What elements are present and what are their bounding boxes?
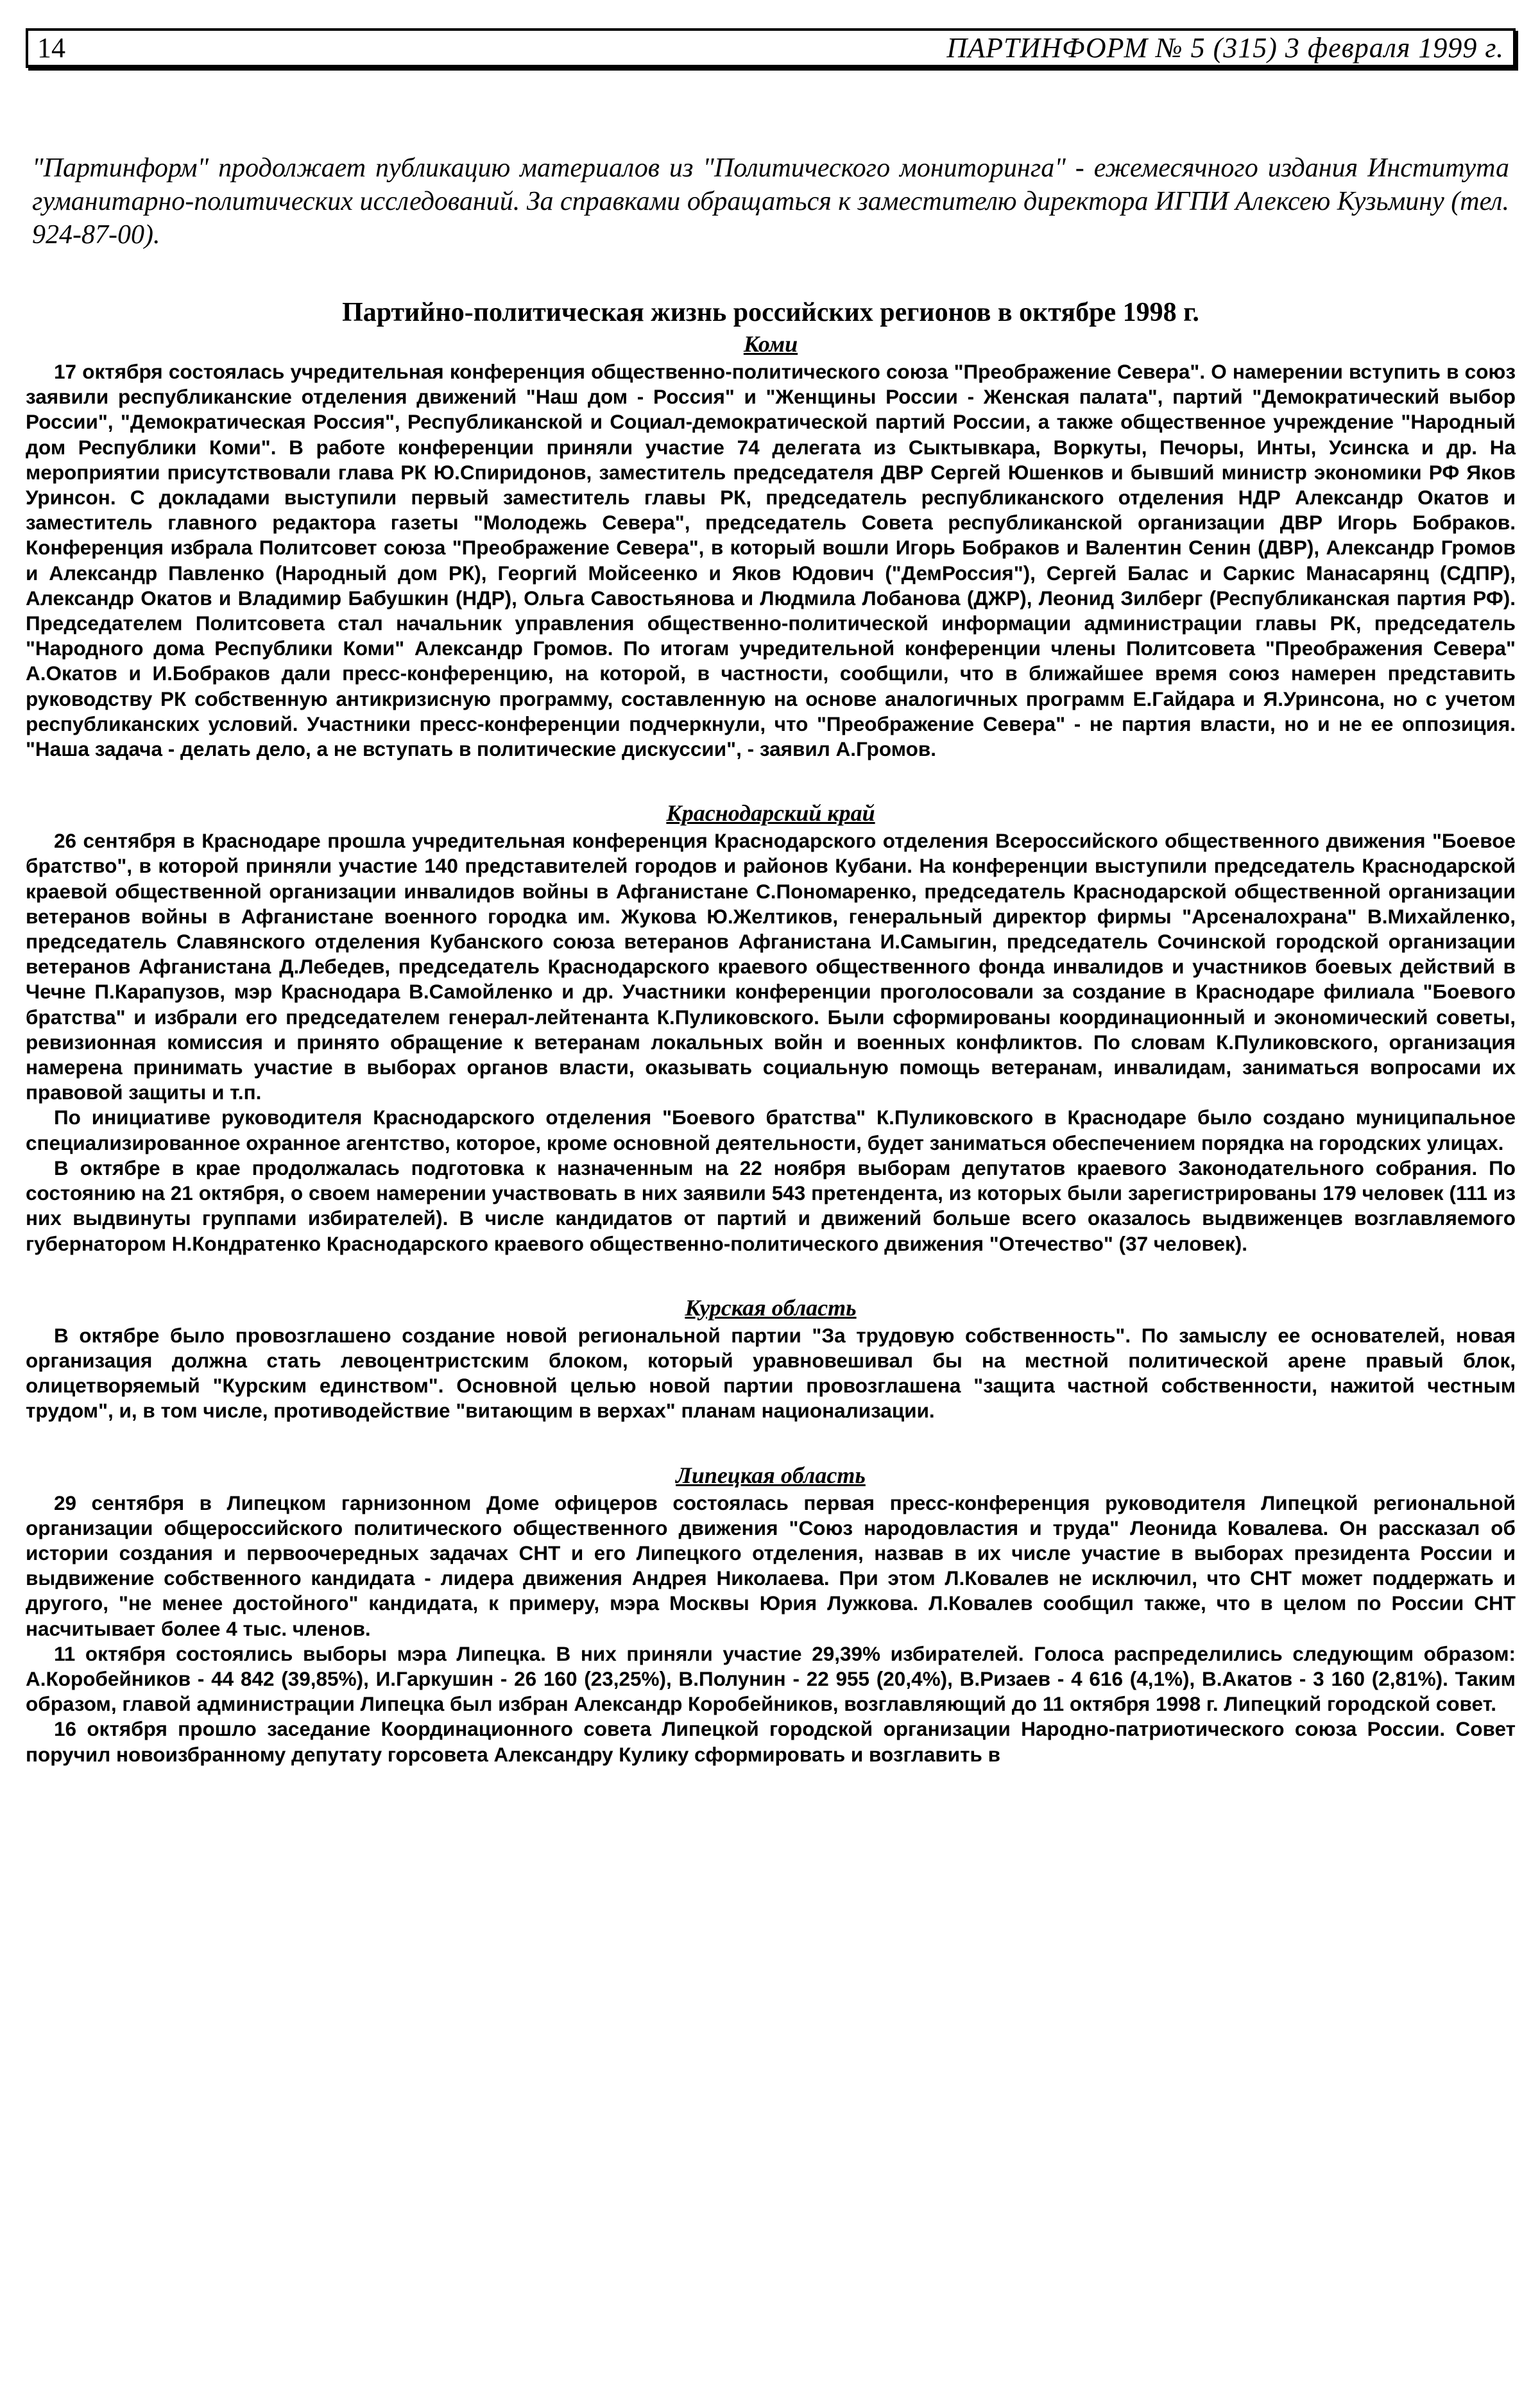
paragraph: 16 октября прошло заседание Координационного совета Липецкой городской организации Народно-патриотического союза России. Совет поручил новоизбранному депутату горсовета Александру Кулику сформировать и возглавить в xyxy=(26,1717,1516,1766)
region-heading-komi: Коми xyxy=(743,331,798,357)
paragraph: В октябре было провозглашено создание новой региональной партии "За трудовую собственность". По замыслу ее основателей, новая организация должна стать левоцентристским блоком, который уравновешивал бы на местной политической арене правый блок, олицетворяемый "Курским единством". Основной целью новой партии провозглашена "защита частной собственности, нажитой честным трудом", и, в том числе, противодействие "витающим в верхах" планам национализации. xyxy=(26,1323,1516,1423)
region-heading-krasnodar: Краснодарский край xyxy=(666,800,875,827)
paragraph: 17 октября состоялась учредительная конференция общественно-политического союза "Преображение Севера". О намерении вступить в союз заявили республиканские отделения движений "Наш дом - Россия" и "Женщины России - Женская палата", партий "Демократический выбор России", "Демократическая Россия", Республиканской и Социал-демократической партий России, а также общественное учреждение "Народный дом Республики Коми". В работе конференции приняли участие 74 делегата из Сыктывкара, Воркуты, Печоры, Инты, Усинска и др. На мероприятии присутствовали глава РК Ю.Спиридонов, заместитель председателя ДВР Сергей Юшенков и бывший министр экономики РФ Яков Уринсон. С докладами выступили первый заместитель главы РК, председатель республиканского отделения НДР Александр Окатов и заместитель главного редактора газеты "Молодежь Севера", председатель Совета республиканской организации ДВР Игорь Бобраков. Конференция избрала Политсовет союза "Преображение Севера", в который вошли Игорь Бобраков и Валентин Сенин (ДВР), Александр Громов и Александр Павленко (Народный дом РК), Георгий Мойсеенко и Яков Юдович ("ДемРоссия"), Сергей Балас и Саркис Манасарянц (СДПР), Александр Окатов и Владимир Бабушкин (НДР), Ольга Савостьянова и Людмила Лобанова (ДЖР), Леонид Зилберг (Республиканская партия РФ). Председателем Политсовета стал начальник управления общественно-политической информации администрации главы РК, председатель "Народного дома Республики Коми" Александр Громов. По итогам учредительной конференции члены Политсовета "Преображения Севера" А.Окатов и И.Бобраков дали пресс-конференцию, на которой, в частности, сообщили, что в ближайшее время союз намерен представить руководству РК собственную антикризисную программу, составленную на основе аналогичных программ Е.Гайдара и Я.Уринсона, но с учетом республиканских условий. Участники пресс-конференции подчеркнули, что "Преображение Севера" - не партия власти, но и не ее оппозиция. "Наша задача - делать дело, а не вступать в политические дискуссии", - заявил А.Громов. xyxy=(26,360,1516,761)
paragraph: По инициативе руководителя Краснодарского отделения "Боевого братства" К.Пуликовского в Краснодаре было создано муниципальное специализированное охранное агентство, которое, кроме основной деятельности, будет заниматься обеспечением порядка на городских улицах. xyxy=(26,1106,1516,1154)
region-heading-kursk: Курская область xyxy=(685,1294,857,1321)
section-kursk xyxy=(26,1295,1516,1424)
publication-title: ПАРТИНФОРМ № 5 (315) 3 февраля 1999 г. xyxy=(946,32,1504,64)
section-krasnodar xyxy=(26,800,1516,1256)
paragraph: 29 сентября в Липецком гарнизонном Доме офицеров состоялась первая пресс-конференция руководителя Липецкой региональной организации общероссийского политического общественного движения "Союз народовластия и труда" Леонида Ковалева. Он рассказал об истории создания и первоочередных задачах СНТ и его Липецкого отделения, назвав в их числе участие в выборах президента России и выдвижение собственного кандидата - лидера движения Андрея Николаева. При этом Л.Ковалев не исключил, что СНТ может поддержать и другого, "не менее достойного" кандидата, к примеру, мэра Москвы Юрия Лужкова. Л.Ковалев сообщил также, что в целом по России СНТ насчитывает более 4 тыс. членов. xyxy=(26,1491,1516,1640)
page-number: 14 xyxy=(37,32,65,64)
paragraph: 11 октября состоялись выборы мэра Липецка. В них приняли участие 29,39% избирателей. Голоса распределились следующим образом: А.Коробейников - 44 842 (39,85%), И.Гаркушин - 26 160 (23,25%), В.Полунин - 22 955 (20,4%), В.Ризаев - 4 616 (4,1%), В.Акатов - 3 160 (2,81%). Таким образом, главой администрации Липецка был избран Александр Коробейников, возглавляющий до 11 октября 1998 г. Липецкий городской совет. xyxy=(26,1641,1516,1716)
section-lipetsk xyxy=(26,1462,1516,1767)
article-title: Партийно-политическая жизнь российских регионов в октябре 1998 г. xyxy=(342,298,1199,327)
intro-note: "Партинформ" продолжает публикацию материалов из "Политического мониторинга" - ежемесячного издания Института гуманитарно-политических исследований. За справками обращаться к заместителю директора ИГПИ Алексею Кузьмину (тел. 924-87-00). xyxy=(32,153,1509,250)
paragraph: 26 сентября в Краснодаре прошла учредительная конференция Краснодарского отделения Всероссийского общественного движения "Боевое братство", в которой приняли участие 140 представителей городов и районов Кубани. На конференции выступили председатель Краснодарской краевой общественной организации инвалидов войны в Афганистане С.Пономаренко, председатель Краснодарской общественной организации ветеранов войны в Афганистане военного городка им. Жукова Ю.Желтиков, генеральный директор фирмы "Арсеналохрана" В.Михайленко, председатель Славянского отделения Кубанского союза ветеранов Афганистана И.Самыгин, председатель Сочинской городской организации ветеранов Афганистана Д.Лебедев, председатель Краснодарского краевого общественного фонда инвалидов и участников боевых действий в Чечне П.Карапузов, мэр Краснодара В.Самойленко и др. Участники конференции проголосовали за создание в Краснодаре филиала "Боевого братства" и избрали его председателем генерал-лейтенанта К.Пуликовского. Были сформированы координационный и экономический советы, ревизионная комиссия и принято обращение к ветеранам локальных войн и военных конфликтов. По словам К.Пуликовского, организация намерена принимать участие в выборах органов власти, оказывать социальную помощь ветеранам, инвалидам, заниматься вопросами их правовой защиты и т.п. xyxy=(26,829,1516,1104)
paragraph: В октябре в крае продолжалась подготовка к назначенным на 22 ноября выборам депутатов краевого Законодательного собрания. По состоянию на 21 октября, о своем намерении участвовать в них заявили 543 претендента, из которых были зарегистрированы 179 человек (111 из них выдвинуты группами избирателей). В числе кандидатов от партий и движений больше всего оказалось выдвиженцев возглавляемого губернатором Н.Кондратенко Краснодарского краевого общественно-политического движения "Отечество" (37 человек). xyxy=(26,1156,1516,1255)
page-header xyxy=(26,28,1516,68)
page xyxy=(26,28,1516,2356)
region-heading-lipetsk: Липецкая область xyxy=(676,1462,866,1488)
section-komi xyxy=(26,331,1516,762)
